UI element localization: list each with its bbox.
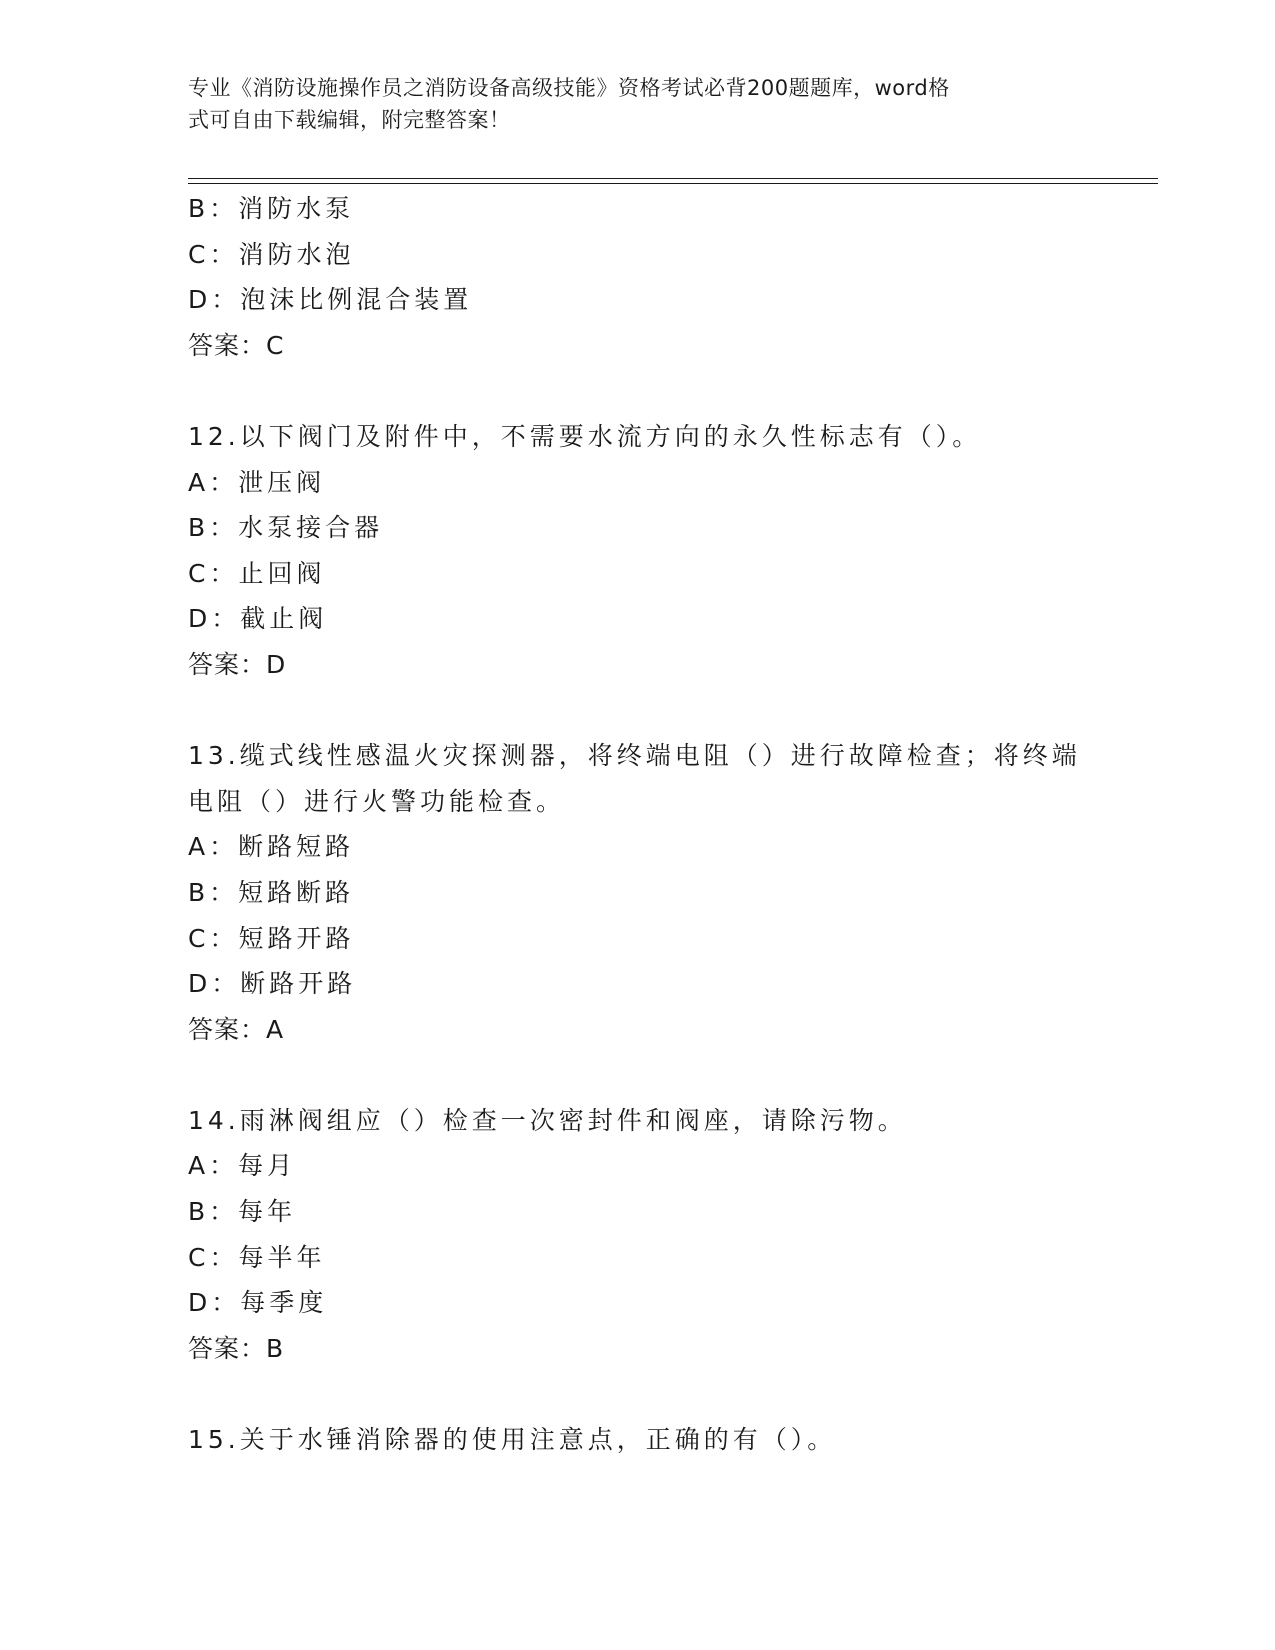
option-d: D：每季度 [188, 1288, 328, 1318]
document-header [188, 72, 1068, 136]
question-stem: 15.关于水锤消除器的使用注意点，正确的有（）。 [188, 1425, 837, 1455]
option-d: D：断路开路 [188, 969, 357, 999]
question-stem: 14.雨淋阀组应（）检查一次密封件和阀座，请除污物。 [188, 1105, 907, 1135]
spacer [188, 368, 1088, 414]
option-c: C：每半年 [188, 1242, 326, 1272]
option-c: C：消防水泡 [188, 239, 355, 269]
question-13 [188, 733, 1088, 1052]
question-list [188, 186, 1088, 1463]
header-rule-top [188, 178, 1158, 179]
option-a: A：每月 [188, 1151, 297, 1181]
spacer [188, 1052, 1088, 1098]
option-c: C：短路开路 [188, 923, 355, 953]
header-line-2: 式可自由下载编辑，附完整答案！ [188, 108, 511, 132]
option-a: A：断路短路 [188, 832, 355, 862]
question-15 [188, 1417, 1088, 1463]
option-a: A：泄压阀 [188, 467, 326, 497]
header-line-1: 专业《消防设施操作员之消防设备高级技能》资格考试必背200题题库，word格 [188, 76, 950, 100]
option-b: B：水泵接合器 [188, 513, 384, 543]
option-d: D：截止阀 [188, 604, 328, 634]
question-stem-line-2: 电阻（）进行火警功能检查。 [188, 786, 566, 816]
option-d: D：泡沫比例混合装置 [188, 285, 473, 315]
option-b: B：消防水泵 [188, 194, 355, 223]
question-stem-line-1: 13.缆式线性感温火灾探测器，将终端电阻（）进行故障检查；将终端 [188, 741, 1081, 771]
option-b: B：短路断路 [188, 877, 355, 907]
header-rule-bottom [188, 183, 1158, 184]
option-b: B：每年 [188, 1197, 297, 1227]
spacer [188, 1371, 1088, 1417]
question-12 [188, 414, 1088, 688]
question-14 [188, 1098, 1088, 1372]
answer: 答案：D [188, 649, 287, 679]
answer: 答案：B [188, 1333, 285, 1363]
answer: 答案：C [188, 330, 285, 360]
option-c: C：止回阀 [188, 558, 326, 588]
answer: 答案：A [188, 1014, 285, 1044]
question-stem: 12.以下阀门及附件中，不需要水流方向的永久性标志有（）。 [188, 421, 982, 451]
question-11-continued [188, 186, 1088, 368]
spacer [188, 688, 1088, 734]
